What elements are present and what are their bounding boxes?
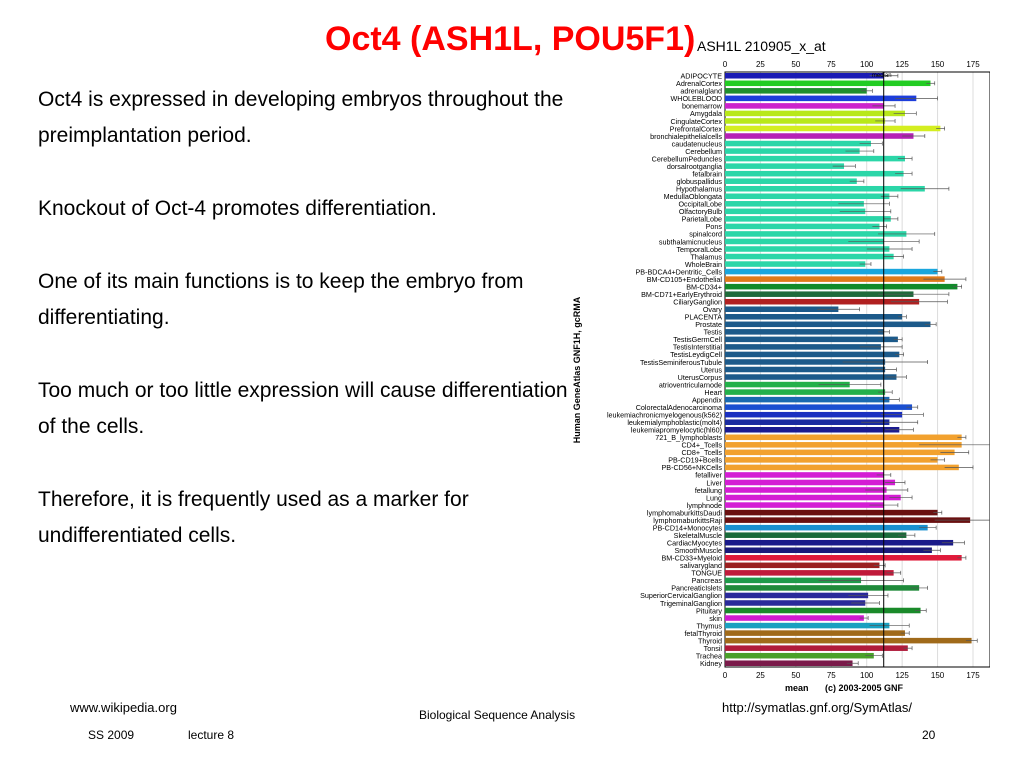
- category-label: CingulateCortex: [670, 116, 722, 126]
- bullet-item: Oct4 is expressed in developing embryos throughout the preimplantation period.: [38, 88, 564, 147]
- bar: [725, 261, 865, 267]
- bar: [725, 435, 962, 441]
- bar: [725, 585, 919, 591]
- x-tick-label-bottom: 150: [930, 671, 945, 680]
- category-label: bonemarrow: [682, 101, 722, 111]
- bar: [725, 194, 889, 200]
- bar: [725, 374, 896, 380]
- bullet-item: Too much or too little expression will cause differentiation of the cells.: [38, 379, 568, 438]
- chart-title: ASH1L 210905_x_at: [697, 38, 826, 54]
- category-label: lymphnode: [686, 500, 722, 510]
- x-axis-label: mean: [785, 683, 809, 693]
- bar: [725, 502, 884, 508]
- category-label: CardiacMyocytes: [666, 538, 722, 548]
- bar: [725, 389, 885, 395]
- footer-page-number: 20: [922, 728, 936, 742]
- x-tick-label-top: 0: [722, 60, 728, 69]
- bar: [725, 630, 905, 636]
- bar: [725, 412, 902, 418]
- category-label: lymphomaburkittsRaji: [653, 515, 722, 525]
- bar: [725, 299, 919, 305]
- bar: [725, 224, 879, 230]
- x-tick-label-bottom: 50: [791, 671, 801, 680]
- bar: [725, 337, 898, 343]
- category-label: PancreaticIslets: [671, 583, 722, 593]
- category-label: Uterus: [700, 365, 722, 375]
- bar: [725, 547, 932, 553]
- bar: [725, 615, 864, 621]
- bar: [725, 81, 930, 87]
- bar: [725, 103, 884, 109]
- category-label: TONGUE: [691, 568, 722, 578]
- category-label: UterusCorpus: [677, 372, 722, 382]
- x-tick-label-bottom: 175: [966, 671, 980, 680]
- bar: [725, 555, 962, 561]
- x-tick-label-top: 100: [860, 60, 874, 69]
- category-label: CiliaryGanglion: [673, 297, 722, 307]
- category-label: atrioventricularnode: [658, 380, 722, 390]
- bar: [725, 329, 884, 335]
- bar: [725, 148, 860, 154]
- category-label: caudatenucleus: [671, 139, 722, 149]
- x-tick-label-top: 25: [755, 60, 765, 69]
- category-label: Pancreas: [691, 576, 722, 586]
- bullet-item: Therefore, it is frequently used as a marker for undifferentiated cells.: [38, 488, 469, 547]
- slide-title: Oct4 (ASH1L, POU5F1): [325, 20, 696, 58]
- x-tick-label-bottom: 75: [826, 671, 836, 680]
- category-label: Ovary: [702, 305, 722, 315]
- footer-source: www.wikipedia.org: [70, 700, 177, 715]
- category-label: 721_B_lymphoblasts: [655, 433, 722, 443]
- bullet-item: Knockout of Oct-4 promotes differentiation.: [38, 197, 437, 220]
- category-label: Thyroid: [698, 636, 722, 646]
- category-label: PB-CD56+NKCells: [661, 463, 722, 473]
- category-label: fetallung: [694, 485, 722, 495]
- category-label: ADIPOCYTE: [680, 71, 722, 81]
- x-tick-label-top: 50: [791, 60, 801, 69]
- bar: [725, 314, 902, 320]
- category-label: fetalbrain: [692, 169, 722, 179]
- category-label: TestisGermCell: [673, 335, 722, 345]
- category-label: fetalliver: [695, 470, 722, 480]
- bar: [725, 216, 891, 222]
- category-label: WholeBrain: [684, 259, 722, 269]
- bar: [725, 457, 938, 463]
- category-label: PLACENTA: [684, 312, 722, 322]
- bar: [725, 525, 928, 531]
- bar: [725, 465, 959, 471]
- category-label: bronchialepithelialcells: [650, 131, 722, 141]
- bar: [725, 111, 905, 117]
- category-label: adrenalgland: [680, 86, 722, 96]
- category-label: dorsalrootganglia: [666, 161, 722, 171]
- category-label: Heart: [704, 387, 722, 397]
- bar: [725, 88, 867, 94]
- category-label: Prostate: [695, 320, 722, 330]
- bar: [725, 171, 904, 177]
- category-label: BM-CD71+EarlyErythroid: [641, 289, 722, 299]
- category-label: leukemiachronicmyelogenous(k562): [606, 410, 722, 420]
- bar: [725, 563, 879, 569]
- category-label: Hypothalamus: [676, 184, 722, 194]
- category-label: Lung: [706, 493, 722, 503]
- category-label: CerebellumPeduncles: [651, 154, 722, 164]
- bar: [725, 397, 889, 403]
- x-tick-label-top: 150: [930, 60, 945, 69]
- bar: [725, 186, 925, 192]
- category-label: TemporalLobe: [676, 244, 722, 254]
- category-label: BM-CD34+: [686, 282, 722, 292]
- y-axis-label: Human GeneAtlas GNF1H, gcRMA: [572, 296, 582, 444]
- median-label: median: [871, 73, 892, 79]
- bar: [725, 638, 972, 644]
- bar: [725, 254, 894, 260]
- bar: [725, 427, 899, 433]
- bar: [725, 450, 955, 456]
- bar: [725, 600, 865, 606]
- x-tick-label-bottom: 100: [860, 671, 874, 680]
- bar: [725, 608, 921, 614]
- category-label: Trachea: [695, 651, 722, 661]
- bar: [725, 344, 881, 350]
- category-label: SmoothMuscle: [674, 546, 722, 556]
- footer-lecture: lecture 8: [188, 728, 235, 742]
- category-label: subthalamicnucleus: [658, 237, 722, 247]
- bar: [725, 284, 957, 290]
- bar: [725, 480, 895, 486]
- bullet-item: One of its main functions is to keep the embryo from differentiating.: [38, 270, 524, 329]
- bar: [725, 352, 899, 358]
- bullet-list: [38, 82, 578, 591]
- category-label: TestisInterstitial: [672, 342, 722, 352]
- footer-semester: SS 2009: [88, 728, 135, 742]
- category-label: lymphomaburkittsDaudi: [646, 508, 722, 518]
- bar: [725, 126, 940, 132]
- chart-copyright: (c) 2003-2005 GNF: [825, 683, 904, 693]
- category-label: TrigeminalGanglion: [659, 598, 722, 608]
- category-label: BM-CD33+Myeloid: [661, 553, 722, 563]
- bar: [725, 133, 913, 139]
- category-label: PB-BDCA4+Dentritic_Cells: [635, 267, 722, 277]
- category-label: SuperiorCervicalGanglion: [640, 591, 722, 601]
- category-label: PrefrontalCortex: [669, 124, 722, 134]
- bar: [725, 367, 885, 373]
- footer-course: Biological Sequence Analysis: [419, 708, 576, 722]
- footer-url: http://symatlas.gnf.org/SymAtlas/: [722, 700, 913, 715]
- category-label: Pons: [705, 222, 722, 232]
- category-label: Liver: [706, 478, 722, 488]
- category-label: AdrenalCortex: [676, 79, 722, 89]
- bar: [725, 532, 906, 538]
- category-label: Thymus: [696, 621, 722, 631]
- category-label: Cerebellum: [685, 146, 722, 156]
- category-label: Pituitary: [696, 606, 722, 616]
- category-label: BM-CD105+Endothelial: [646, 274, 722, 284]
- bar: [725, 163, 844, 169]
- bar: [725, 517, 970, 523]
- category-label: OlfactoryBulb: [678, 207, 722, 217]
- bar: [725, 118, 885, 124]
- x-tick-label-bottom: 125: [895, 671, 909, 680]
- bar: [725, 141, 871, 147]
- category-label: ColorectalAdenocarcinoma: [635, 402, 722, 412]
- category-label: OccipitalLobe: [678, 199, 722, 209]
- category-label: Thalamus: [690, 252, 722, 262]
- bar: [725, 510, 938, 516]
- bar: [725, 246, 889, 252]
- category-label: fetalThyroid: [684, 628, 722, 638]
- bar: [725, 495, 901, 501]
- bar: [725, 623, 889, 629]
- category-label: Tonsil: [703, 643, 722, 653]
- bar: [725, 276, 945, 282]
- bar: [725, 593, 868, 599]
- bar: [725, 96, 916, 102]
- bar: [725, 570, 894, 576]
- category-label: leukemiapromyelocytic(hl60): [630, 425, 722, 435]
- category-label: spinalcord: [689, 229, 722, 239]
- x-tick-label-bottom: 0: [722, 671, 728, 680]
- category-label: Appendix: [692, 395, 722, 405]
- category-label: skin: [709, 613, 722, 623]
- bar: [725, 653, 874, 659]
- category-label: ParietalLobe: [681, 214, 722, 224]
- category-label: MedullaOblongata: [663, 192, 722, 202]
- x-tick-label-top: 175: [966, 60, 980, 69]
- category-label: globuspallidus: [676, 177, 722, 187]
- category-label: TestisSeminiferousTubule: [639, 357, 722, 367]
- category-label: TestisLeydigCell: [670, 350, 722, 360]
- bar: [725, 73, 884, 79]
- category-label: WHOLEBLOOD: [670, 94, 722, 104]
- gene-expression-chart: [560, 34, 990, 694]
- category-label: SkeletalMuscle: [673, 530, 722, 540]
- x-tick-label-top: 75: [826, 60, 836, 69]
- bar: [725, 178, 857, 184]
- bar: [725, 156, 905, 162]
- bar: [725, 322, 930, 328]
- category-label: Kidney: [700, 659, 722, 669]
- x-tick-label-top: 125: [895, 60, 909, 69]
- bar: [725, 472, 884, 478]
- category-label: PB-CD19+Bcells: [668, 455, 722, 465]
- bar: [725, 540, 953, 546]
- category-label: PB-CD14+Monocytes: [652, 523, 722, 533]
- bar: [725, 645, 908, 651]
- category-label: Testis: [703, 327, 722, 337]
- x-tick-label-bottom: 25: [755, 671, 765, 680]
- category-label: CD4+_Tcells: [681, 440, 722, 450]
- bar: [725, 660, 853, 666]
- bar: [725, 269, 938, 275]
- bar: [725, 487, 887, 493]
- category-label: CD8+_Tcells: [681, 448, 722, 458]
- category-label: salivarygland: [680, 561, 722, 571]
- category-label: leukemialymphoblastic(molt4): [627, 418, 722, 428]
- category-label: Amygdala: [690, 109, 722, 119]
